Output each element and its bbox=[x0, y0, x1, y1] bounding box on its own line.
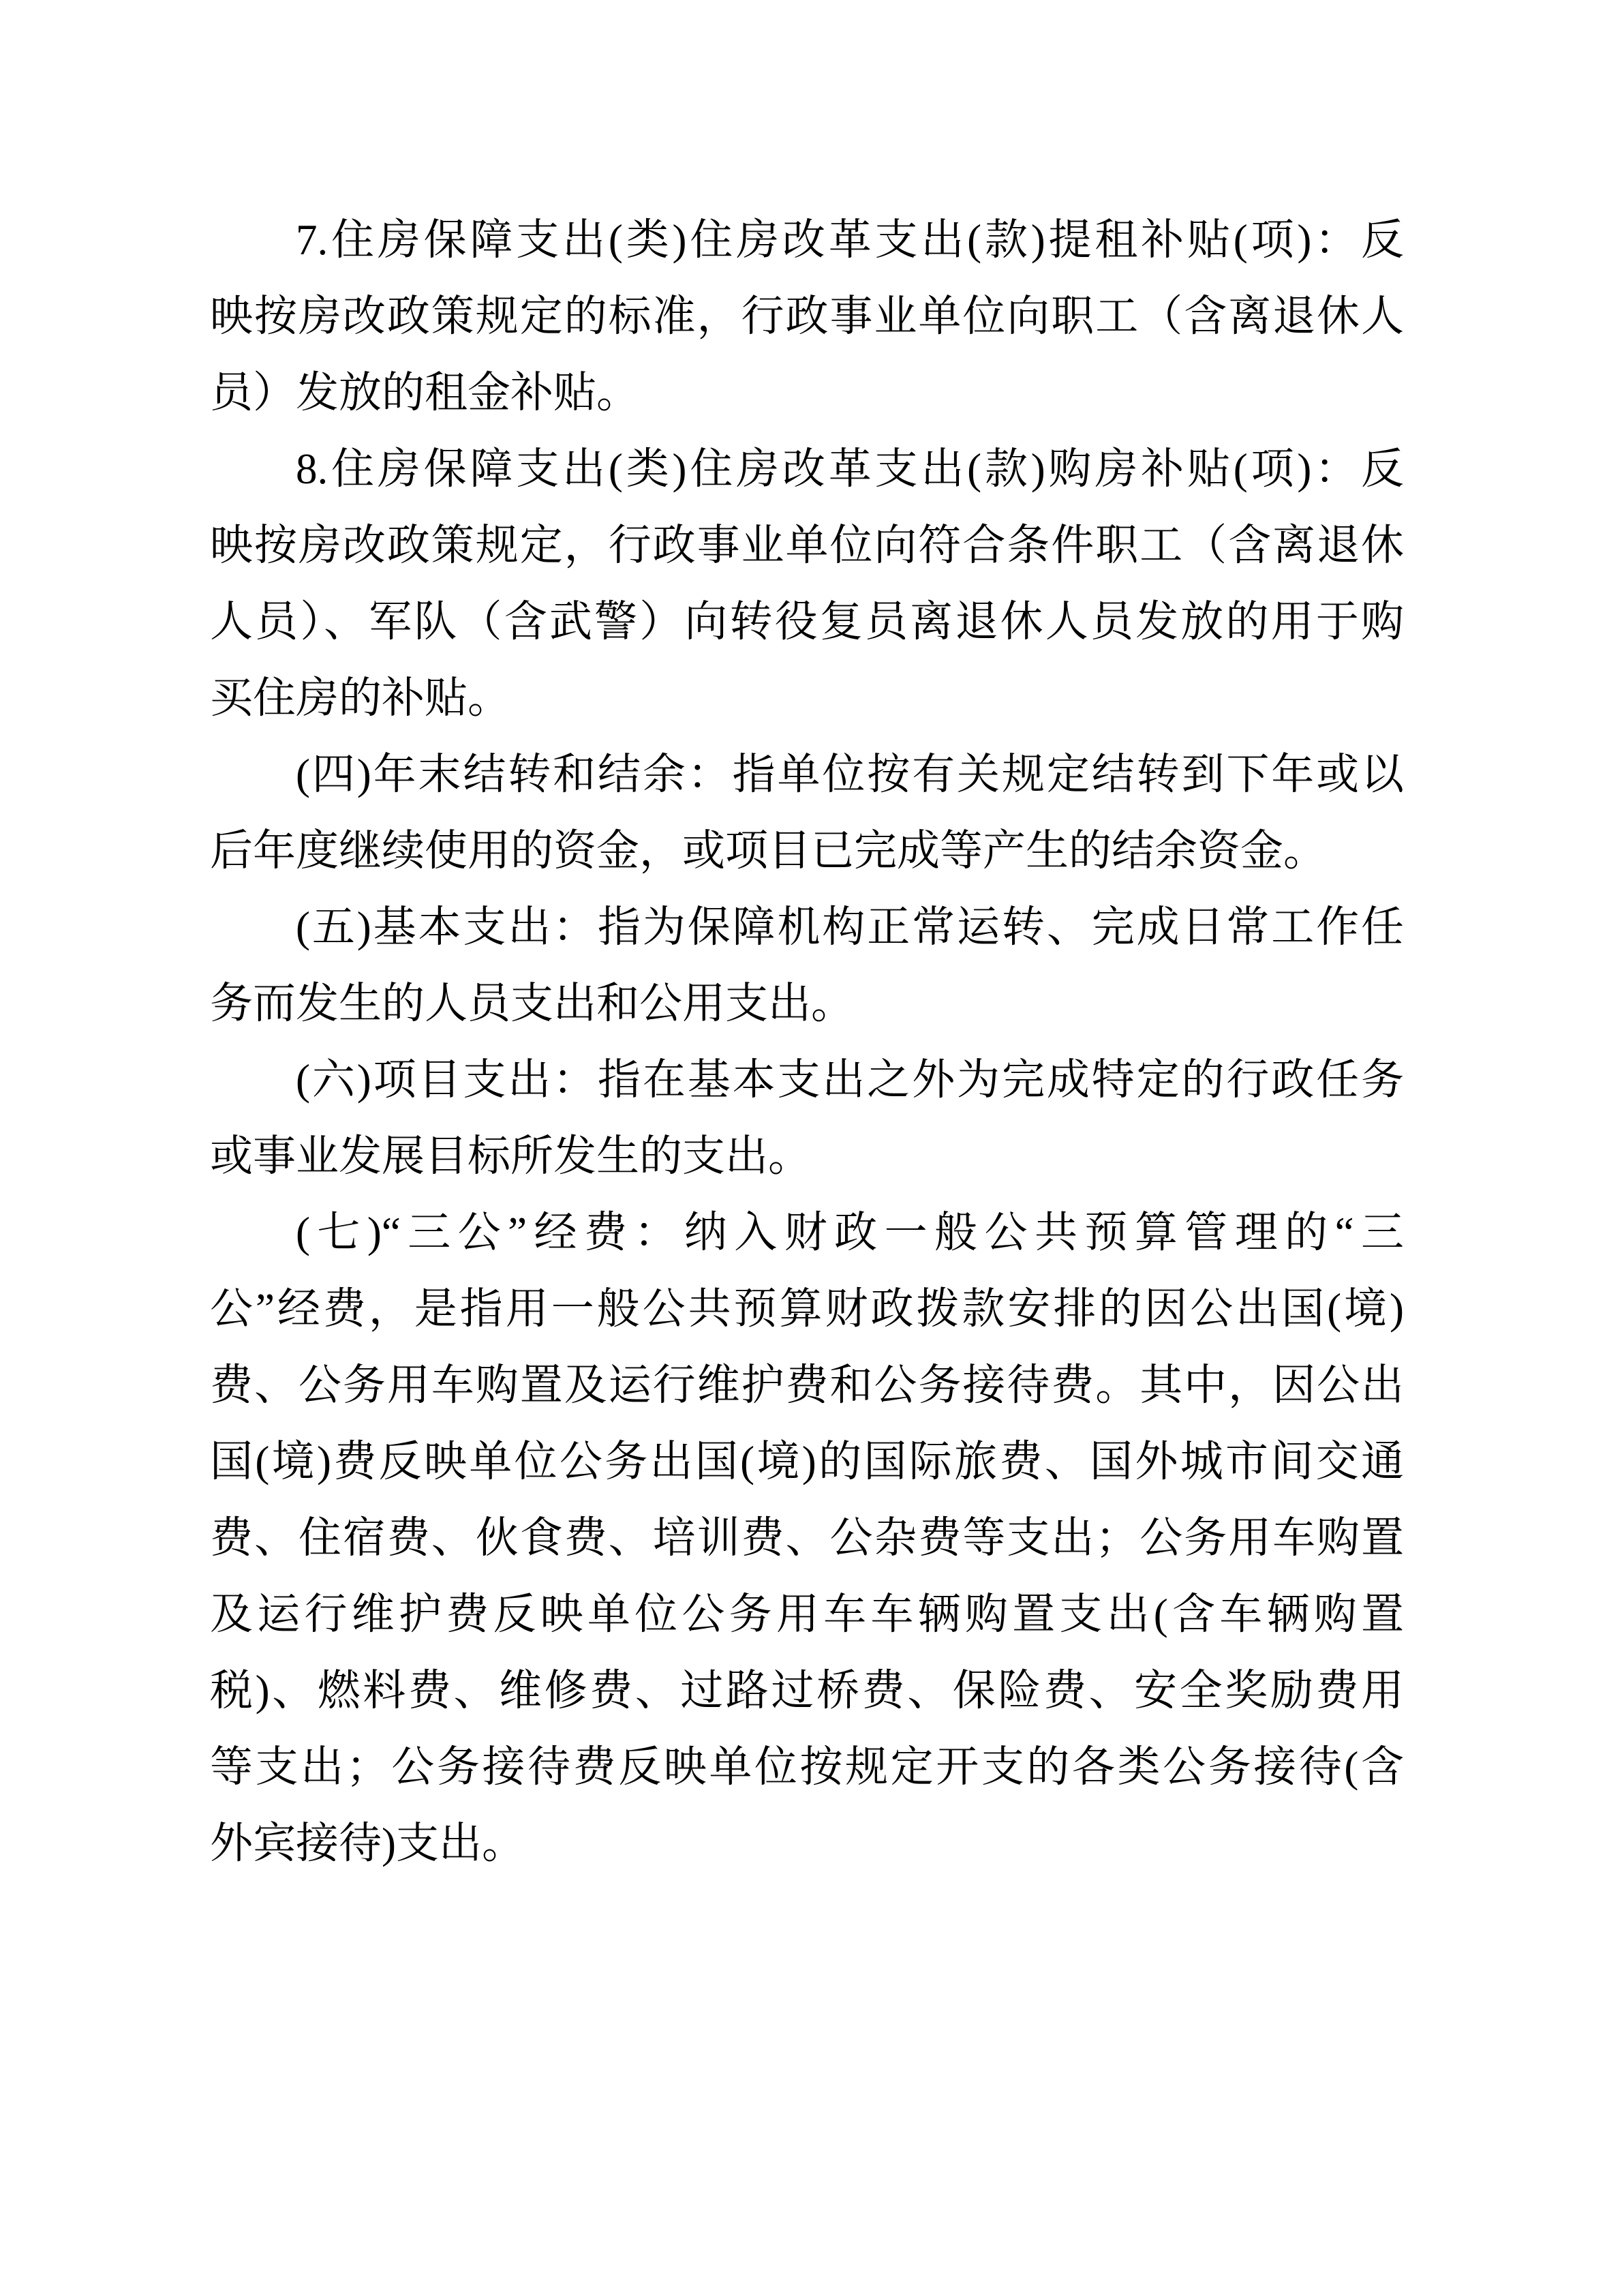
text-line: 税)、燃料费、维修费、过路过桥费、保险费、安全奖励费用 bbox=[210, 1667, 1404, 1715]
text-block bbox=[210, 202, 1404, 1882]
text-line: 后年度继续使用的资金，或项目已完成等产生的结余资金。 bbox=[210, 827, 1326, 875]
text-line: 员）发放的租金补贴。 bbox=[210, 369, 639, 417]
text-line: 费、公务用车购置及运行维护费和公务接待费。其中，因公出 bbox=[210, 1361, 1404, 1409]
text-line: 买住房的补贴。 bbox=[210, 674, 510, 722]
text-line: 等支出；公务接待费反映单位按规定开支的各类公务接待(含 bbox=[210, 1743, 1404, 1791]
para-three-public-funds bbox=[210, 1194, 1404, 1882]
text-line: 8.住房保障支出(类)住房改革支出(款)购房补贴(项)：反 bbox=[296, 445, 1404, 493]
para-housing-rent-subsidy bbox=[210, 202, 1404, 431]
text-line: 映按房改政策规定，行政事业单位向符合条件职工（含离退休 bbox=[210, 522, 1404, 569]
text-line: 外宾接待)支出。 bbox=[210, 1819, 525, 1867]
text-line: (六)项目支出：指在基本支出之外为完成特定的行政任务 bbox=[296, 1056, 1404, 1104]
para-housing-purchase-subsidy bbox=[210, 431, 1404, 736]
para-year-end-carryover bbox=[210, 736, 1404, 889]
para-project-expenditure bbox=[210, 1042, 1404, 1194]
text-line: (七)“三公”经费：纳入财政一般公共预算管理的“三 bbox=[296, 1209, 1404, 1256]
text-line: (五)基本支出：指为保障机构正常运转、完成日常工作任 bbox=[296, 903, 1404, 951]
text-line: (四)年末结转和结余：指单位按有关规定结转到下年或以 bbox=[296, 751, 1404, 798]
text-line: 或事业发展目标所发生的支出。 bbox=[210, 1132, 811, 1180]
text-line: 人员）、军队（含武警）向转役复员离退休人员发放的用于购 bbox=[210, 598, 1404, 646]
text-line: 公”经费，是指用一般公共预算财政拨款安排的因公出国(境) bbox=[210, 1285, 1404, 1333]
para-basic-expenditure bbox=[210, 889, 1404, 1042]
text-line: 务而发生的人员支出和公用支出。 bbox=[210, 980, 854, 1027]
text-line: 费、住宿费、伙食费、培训费、公杂费等支出；公务用车购置 bbox=[210, 1514, 1404, 1562]
text-line: 映按房改政策规定的标准，行政事业单位向职工（含离退休人 bbox=[210, 292, 1404, 340]
text-line: 及运行维护费反映单位公务用车车辆购置支出(含车辆购置 bbox=[210, 1590, 1404, 1638]
text-line: 国(境)费反映单位公务出国(境)的国际旅费、国外城市间交通 bbox=[210, 1438, 1404, 1485]
text-line: 7.住房保障支出(类)住房改革支出(款)提租补贴(项)：反 bbox=[296, 216, 1404, 264]
